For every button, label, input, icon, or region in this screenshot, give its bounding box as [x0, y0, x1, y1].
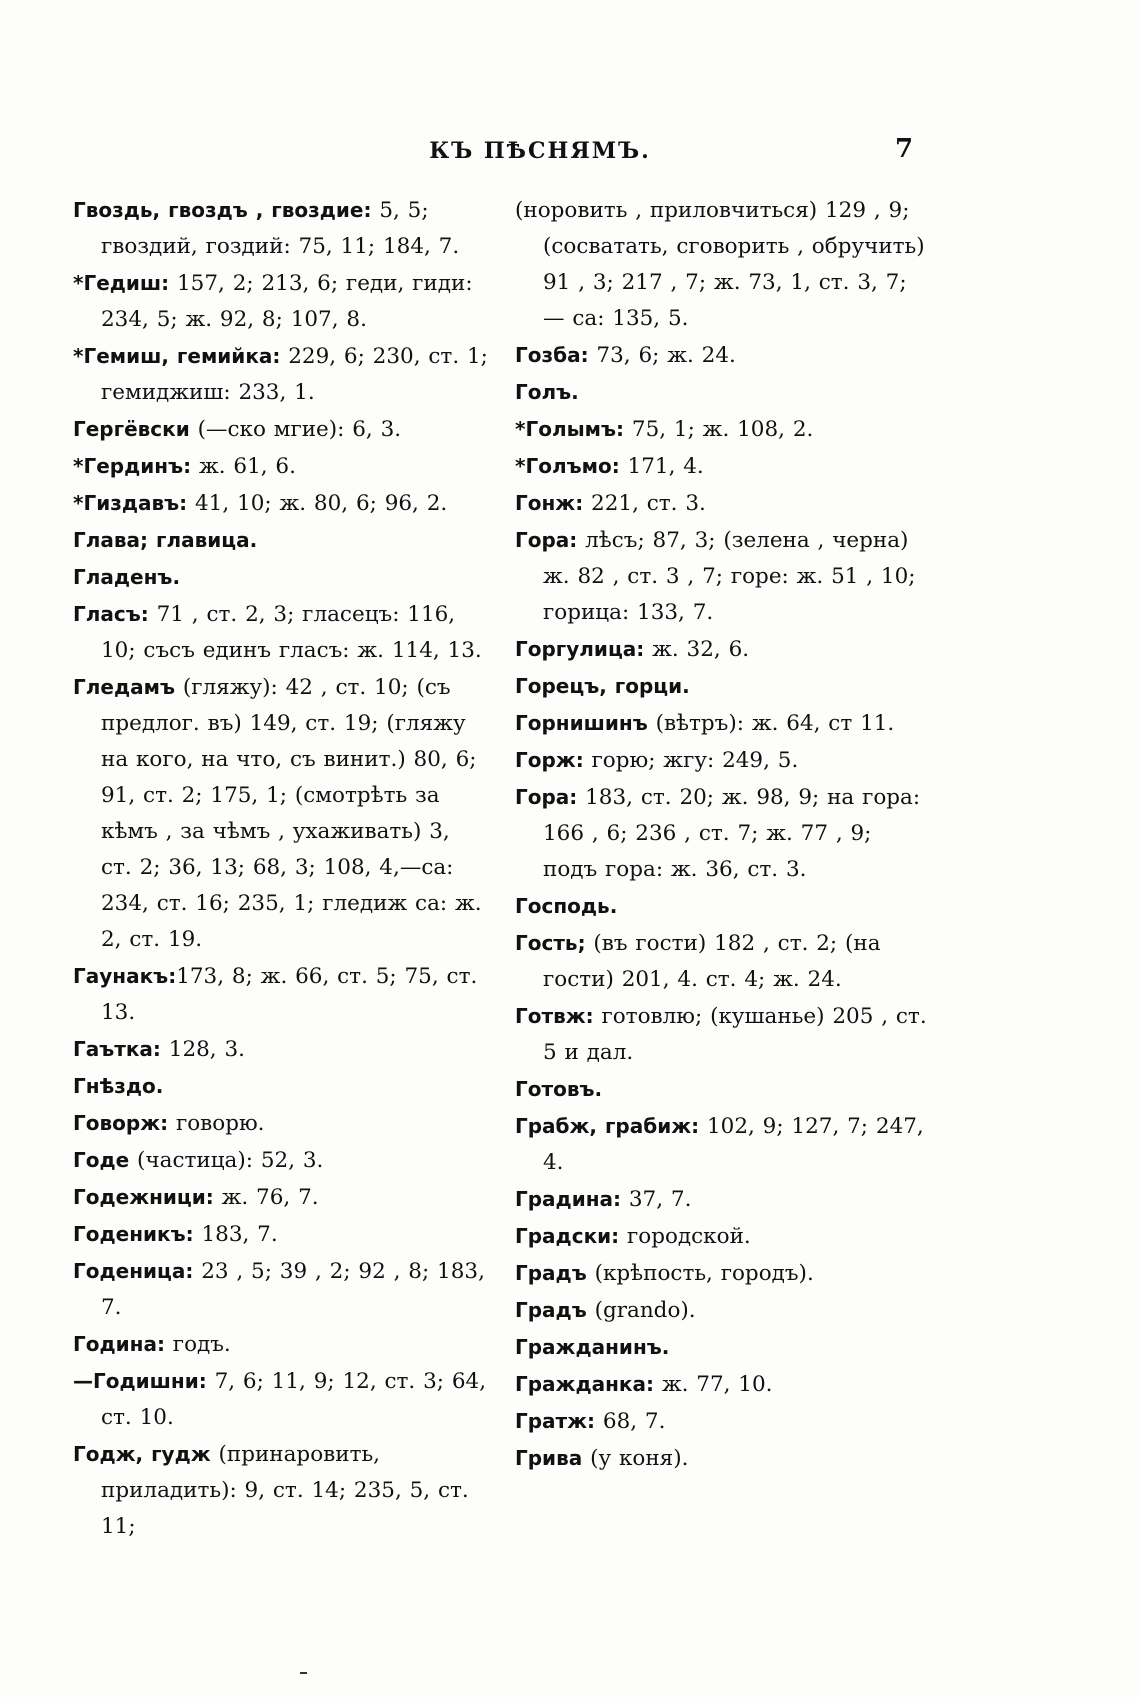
entry-headword: Гергёвски [73, 417, 190, 441]
entry-headword: Грива [515, 1446, 583, 1470]
entry-headword: Годежници: [73, 1185, 214, 1209]
dictionary-entry [73, 669, 488, 958]
dictionary-entry [73, 338, 488, 411]
dictionary-entry [73, 1253, 488, 1326]
entry-headword: Гражданинъ. [515, 1335, 670, 1359]
dictionary-entry [515, 1108, 930, 1181]
entry-text: ж. 61, 6. [191, 454, 296, 479]
entry-text: годъ. [164, 1332, 231, 1357]
dictionary-entry [515, 448, 930, 485]
entry-text: 128, 3. [160, 1037, 245, 1062]
entry-headword: Гнѣздо. [73, 1074, 164, 1098]
dictionary-entry [515, 411, 930, 448]
entry-headword: Горецъ, горци. [515, 674, 690, 698]
dictionary-entry [73, 1179, 488, 1216]
dictionary-entry [73, 192, 488, 265]
entry-headword: Градъ [515, 1298, 587, 1322]
entry-headword: *Гемиш, гемийка: [73, 344, 281, 368]
entry-headword: *Голымъ: [515, 417, 625, 441]
entry-text: 229, 6; 230, ст. 1; гемиджиш: 233, 1. [101, 344, 488, 405]
dictionary-entry [73, 265, 488, 338]
dictionary-entry [73, 1068, 488, 1105]
dictionary-entry [73, 559, 488, 596]
entry-text: 171, 4. [619, 454, 704, 479]
entry-text: (принаровить, приладить): 9, ст. 14; 235, 5, ст. 11; [101, 1442, 469, 1539]
dictionary-entry [515, 1181, 930, 1218]
dictionary-entry [73, 1105, 488, 1142]
entry-text: готовлю; (кушанье) 205 , ст. 5 и дал. [543, 1004, 927, 1065]
entry-text: 75, 1; ж. 108, 2. [624, 417, 814, 442]
entry-text: 7, 6; 11, 9; 12, ст. 3; 64, ст. 10. [101, 1369, 487, 1430]
entry-headword: *Гедиш: [73, 271, 170, 295]
page-number: 7 [895, 134, 914, 164]
entry-text: 221, ст. 3. [583, 491, 706, 516]
entry-headword: Годж, гудж [73, 1442, 211, 1466]
dictionary-entry [73, 485, 488, 522]
entry-text: лѣсъ; 87, 3; (зелена , черна) ж. 82 , ст. 3 , 7; горе: ж. 51 , 10; горица: 133, 7. [543, 528, 916, 625]
entry-text: 73, 6; ж. 24. [588, 343, 736, 368]
entry-headword: Година: [73, 1332, 165, 1356]
entry-headword: Гаътка: [73, 1037, 161, 1061]
entry-text: 5, 5; гвоздий, гоздий: 75, 11; 184, 7. [101, 198, 460, 259]
dictionary-entry [515, 1292, 930, 1329]
dictionary-entry [73, 448, 488, 485]
entry-headword: Градъ [515, 1261, 587, 1285]
entry-headword: *Гердинъ: [73, 454, 192, 478]
entry-headword: Горж: [515, 748, 584, 772]
entry-text: 71 , ст. 2, 3; гласецъ: 116, 10; съсъ единъ гласъ: ж. 114, 13. [101, 602, 482, 663]
dictionary-entry [73, 1363, 488, 1436]
entry-headword: Господь. [515, 894, 618, 918]
dictionary-entry [515, 779, 930, 888]
dictionary-entry [73, 958, 488, 1031]
entry-headword: *Голъмо: [515, 454, 620, 478]
dictionary-entry [73, 1142, 488, 1179]
entry-headword: Гора: [515, 785, 578, 809]
dictionary-entry [73, 411, 488, 448]
dictionary-entry [515, 522, 930, 631]
dictionary-entry [515, 1366, 930, 1403]
entry-text: городской. [619, 1224, 751, 1249]
dictionary-entry [515, 374, 930, 411]
dictionary-entry [515, 742, 930, 779]
entry-text: (крѣпость, городъ). [586, 1261, 814, 1286]
entry-text: (вѣтръ): ж. 64, ст 11. [647, 711, 895, 736]
entry-headword: —Годишни: [73, 1369, 207, 1393]
dictionary-entry [515, 998, 930, 1071]
dictionary-entry [515, 631, 930, 668]
dictionary-entry [515, 668, 930, 705]
dictionary-entry [515, 1403, 930, 1440]
entry-headword: Градски: [515, 1224, 620, 1248]
page-title: КЪ ПѢСНЯМЪ. [429, 138, 651, 164]
entry-text: (grando). [586, 1298, 696, 1323]
entry-text: (въ гости) 182 , ст. 2; (на гости) 201, 4. ст. 4; ж. 24. [543, 931, 881, 992]
entry-headword: Горгулица: [515, 637, 645, 661]
entry-headword: Грабж, грабиж: [515, 1114, 700, 1138]
entry-text: 37, 7. [621, 1187, 692, 1212]
dictionary-entry [73, 1326, 488, 1363]
dictionary-entry [73, 1031, 488, 1068]
dictionary-entry [515, 705, 930, 742]
entry-headword: Голъ. [515, 380, 579, 404]
entry-text: 157, 2; 213, 6; геди, гиди: 234, 5; ж. 92, 8; 107, 8. [101, 271, 473, 332]
entry-headword: Гласъ: [73, 602, 149, 626]
entry-text: 23 , 5; 39 , 2; 92 , 8; 183, 7. [101, 1259, 485, 1320]
entry-text: 41, 10; ж. 80, 6; 96, 2. [187, 491, 448, 516]
entry-headword: Гражданка: [515, 1372, 654, 1396]
entry-headword: Градина: [515, 1187, 622, 1211]
entry-text: ж. 76, 7. [213, 1185, 319, 1210]
stray-mark [300, 1672, 307, 1674]
entry-headword: Готовъ. [515, 1077, 603, 1101]
dictionary-entry [73, 522, 488, 559]
entry-headword: Готвж: [515, 1004, 594, 1028]
entry-text: (норовить , приловчиться) 129 , 9; (сосватать, сговорить , обручить) 91 , 3; 217 , 7; ж. 73, 1, ст. 3, 7; — са: 135, 5. [515, 198, 925, 331]
entry-text: 183, ст. 20; ж. 98, 9; на гора: 166 , 6; 236 , ст. 7; ж. 77 , 9; подъ гора: ж. 36, ст. 3. [543, 785, 921, 882]
dictionary-entry [73, 1216, 488, 1253]
entry-text: 183, 7. [193, 1222, 278, 1247]
entry-headword: Гледамъ [73, 675, 175, 699]
entry-headword: Гость; [515, 931, 586, 955]
entry-headword: Гладенъ. [73, 565, 181, 589]
entry-text: 102, 9; 127, 7; 247, 4. [543, 1114, 924, 1175]
entry-headword: Гозба: [515, 343, 589, 367]
dictionary-entry [73, 1436, 488, 1545]
entry-headword: Гратж: [515, 1409, 596, 1433]
entry-text: горю; жгу: 249, 5. [583, 748, 799, 773]
entry-text: (у коня). [582, 1446, 689, 1471]
entry-headword: Годеникъ: [73, 1222, 194, 1246]
entry-text: ж. 77, 10. [654, 1372, 773, 1397]
dictionary-entry [515, 1255, 930, 1292]
entry-text: ж. 32, 6. [644, 637, 750, 662]
entry-headword: Гвоздь, гвоздъ , гвоздие: [73, 198, 372, 222]
entry-headword: Гаунакъ: [73, 964, 177, 988]
entry-text: говорю. [168, 1111, 265, 1136]
dictionary-entry [73, 596, 488, 669]
right-column [515, 192, 930, 1477]
dictionary-entry [515, 1440, 930, 1477]
entry-headword: Годеница: [73, 1259, 194, 1283]
dictionary-entry [515, 337, 930, 374]
dictionary-entry [515, 925, 930, 998]
dictionary-entry [515, 192, 930, 337]
entry-text: (частица): 52, 3. [129, 1148, 324, 1173]
entry-headword: *Гиздавъ: [73, 491, 188, 515]
left-column [73, 192, 488, 1545]
entry-text: 173, 8; ж. 66, ст. 5; 75, ст. 13. [101, 964, 478, 1025]
entry-headword: Гора: [515, 528, 578, 552]
dictionary-entry [515, 1218, 930, 1255]
running-head [0, 134, 1140, 178]
entry-headword: Горнишинъ [515, 711, 648, 735]
entry-headword: Глава; главица. [73, 528, 258, 552]
entry-headword: Говорж: [73, 1111, 169, 1135]
entry-text: 68, 7. [595, 1409, 666, 1434]
dictionary-entry [515, 1329, 930, 1366]
entry-text: (—ско мгие): 6, 3. [189, 417, 402, 442]
entry-headword: Гонж: [515, 491, 584, 515]
entry-headword: Годе [73, 1148, 130, 1172]
dictionary-entry [515, 485, 930, 522]
entry-text: (гляжу): 42 , ст. 10; (съ предлог. въ) 149, ст. 19; (гляжу на кого, на что, съ винит.) 80, 6; 91, ст. 2; 175, 1; (смотрѣть за кѣмъ , за чѣмъ , ухаживать) 3, ст. 2; 36, 13; 68, 3; 108, 4,—са: 234, ст. 16; 235, 1; гледиж са: ж. 2, ст. 19. [101, 675, 482, 952]
dictionary-entry [515, 1071, 930, 1108]
dictionary-entry [515, 888, 930, 925]
